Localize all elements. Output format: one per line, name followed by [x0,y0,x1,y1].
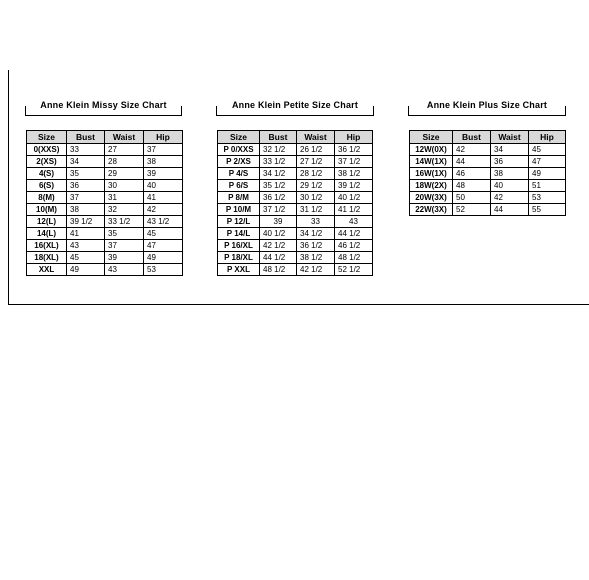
measurement-cell-hip: 43 1/2 [144,216,183,228]
measurement-cell-bust: 34 1/2 [260,168,297,180]
size-cell: P XXL [218,264,260,276]
measurement-cell-hip: 41 [144,192,183,204]
measurement-cell-waist: 38 [491,168,529,180]
measurement-cell-waist: 29 1/2 [297,180,335,192]
size-cell: P 4/S [218,168,260,180]
measurement-cell-hip: 39 1/2 [335,180,373,192]
measurement-cell-waist: 31 1/2 [297,204,335,216]
measurement-cell-waist: 39 [105,252,144,264]
size-cell: 12(L) [27,216,67,228]
table-row [218,240,373,252]
measurement-cell-waist: 33 [297,216,335,228]
measurement-cell-hip: 43 [335,216,373,228]
measurement-cell-hip: 48 1/2 [335,252,373,264]
measurement-cell-bust: 39 [260,216,297,228]
column-header-hip: Hip [335,131,373,144]
table-row [27,204,183,216]
size-cell: 4(S) [27,168,67,180]
size-cell: P 2/XS [218,156,260,168]
size-cell: P 6/S [218,180,260,192]
table-row [218,216,373,228]
measurement-cell-bust: 44 [453,156,491,168]
column-header-bust: Bust [453,131,491,144]
measurement-cell-waist: 38 1/2 [297,252,335,264]
table-row [218,204,373,216]
measurement-cell-bust: 48 1/2 [260,264,297,276]
measurement-cell-hip: 46 1/2 [335,240,373,252]
petite-chart-title [216,100,374,116]
measurement-cell-bust: 36 1/2 [260,192,297,204]
measurement-cell-bust: 35 [67,168,105,180]
missy-size-table [26,130,183,276]
table-row [27,156,183,168]
size-cell: 12W(0X) [410,144,453,156]
measurement-cell-waist: 34 1/2 [297,228,335,240]
measurement-cell-bust: 42 1/2 [260,240,297,252]
plus-chart-title [408,100,566,116]
size-cell: 10(M) [27,204,67,216]
measurement-cell-bust: 38 [67,204,105,216]
table-row [410,156,566,168]
column-header-bust: Bust [260,131,297,144]
table-row [27,216,183,228]
column-header-size: Size [410,131,453,144]
size-cell: 18(XL) [27,252,67,264]
measurement-cell-hip: 37 [144,144,183,156]
size-cell: 16(XL) [27,240,67,252]
measurement-cell-waist: 32 [105,204,144,216]
measurement-cell-hip: 47 [529,156,566,168]
table-row [410,144,566,156]
table-row [218,264,373,276]
measurement-cell-bust: 39 1/2 [67,216,105,228]
table-header-row [410,131,566,144]
measurement-cell-waist: 34 [491,144,529,156]
table-row [218,144,373,156]
measurement-cell-bust: 37 [67,192,105,204]
missy-chart-title [25,100,182,116]
measurement-cell-hip: 40 [144,180,183,192]
column-header-waist: Waist [105,131,144,144]
measurement-cell-bust: 46 [453,168,491,180]
measurement-cell-waist: 30 1/2 [297,192,335,204]
measurement-cell-bust: 48 [453,180,491,192]
measurement-cell-bust: 32 1/2 [260,144,297,156]
measurement-cell-bust: 33 1/2 [260,156,297,168]
measurement-cell-hip: 36 1/2 [335,144,373,156]
measurement-cell-hip: 55 [529,204,566,216]
table-header-row [218,131,373,144]
size-cell: P 16/XL [218,240,260,252]
measurement-cell-waist: 27 1/2 [297,156,335,168]
column-header-hip: Hip [144,131,183,144]
table-row [218,252,373,264]
table-row [410,180,566,192]
measurement-cell-bust: 45 [67,252,105,264]
size-cell: 8(M) [27,192,67,204]
column-header-hip: Hip [529,131,566,144]
measurement-cell-bust: 35 1/2 [260,180,297,192]
measurement-cell-waist: 37 [105,240,144,252]
measurement-cell-waist: 33 1/2 [105,216,144,228]
measurement-cell-hip: 41 1/2 [335,204,373,216]
size-cell: P 0/XXS [218,144,260,156]
table-row [27,264,183,276]
column-header-size: Size [218,131,260,144]
size-cell: P 18/XL [218,252,260,264]
size-cell: 16W(1X) [410,168,453,180]
measurement-cell-waist: 40 [491,180,529,192]
measurement-cell-waist: 42 1/2 [297,264,335,276]
measurement-cell-bust: 41 [67,228,105,240]
measurement-cell-hip: 38 [144,156,183,168]
size-cell: 2(XS) [27,156,67,168]
measurement-cell-waist: 29 [105,168,144,180]
measurement-cell-waist: 30 [105,180,144,192]
size-cell: XXL [27,264,67,276]
table-row [27,180,183,192]
measurement-cell-hip: 49 [529,168,566,180]
column-header-waist: Waist [491,131,529,144]
measurement-cell-hip: 47 [144,240,183,252]
measurement-cell-bust: 33 [67,144,105,156]
measurement-cell-hip: 51 [529,180,566,192]
measurement-cell-waist: 42 [491,192,529,204]
size-cell: 14W(1X) [410,156,453,168]
measurement-cell-hip: 52 1/2 [335,264,373,276]
table-row [27,240,183,252]
measurement-cell-waist: 27 [105,144,144,156]
measurement-cell-bust: 40 1/2 [260,228,297,240]
size-cell: P 12/L [218,216,260,228]
table-row [27,192,183,204]
measurement-cell-bust: 36 [67,180,105,192]
measurement-cell-hip: 42 [144,204,183,216]
size-cell: 14(L) [27,228,67,240]
table-row [218,192,373,204]
plus-chart-title-text: Anne Klein Plus Size Chart [426,100,548,110]
table-row [218,168,373,180]
table-row [27,228,183,240]
table-row [410,168,566,180]
measurement-cell-hip: 44 1/2 [335,228,373,240]
measurement-cell-bust: 34 [67,156,105,168]
measurement-cell-waist: 28 1/2 [297,168,335,180]
measurement-cell-hip: 49 [144,252,183,264]
column-header-bust: Bust [67,131,105,144]
table-row [27,252,183,264]
size-cell: P 8/M [218,192,260,204]
size-cell: 18W(2X) [410,180,453,192]
size-cell: 6(S) [27,180,67,192]
petite-chart-title-text: Anne Klein Petite Size Chart [231,100,359,110]
size-cell: P 10/M [218,204,260,216]
measurement-cell-hip: 37 1/2 [335,156,373,168]
measurement-cell-waist: 35 [105,228,144,240]
measurement-cell-waist: 44 [491,204,529,216]
measurement-cell-waist: 43 [105,264,144,276]
measurement-cell-hip: 53 [144,264,183,276]
table-row [410,192,566,204]
table-row [218,180,373,192]
plus-size-table [409,130,566,216]
measurement-cell-waist: 26 1/2 [297,144,335,156]
column-header-size: Size [27,131,67,144]
measurement-cell-bust: 37 1/2 [260,204,297,216]
measurement-cell-hip: 40 1/2 [335,192,373,204]
measurement-cell-bust: 52 [453,204,491,216]
table-row [218,228,373,240]
measurement-cell-bust: 49 [67,264,105,276]
measurement-cell-bust: 50 [453,192,491,204]
measurement-cell-bust: 44 1/2 [260,252,297,264]
table-row [27,168,183,180]
measurement-cell-hip: 45 [529,144,566,156]
column-header-waist: Waist [297,131,335,144]
measurement-cell-hip: 45 [144,228,183,240]
size-cell: P 14/L [218,228,260,240]
size-cell: 22W(3X) [410,204,453,216]
measurement-cell-waist: 28 [105,156,144,168]
measurement-cell-hip: 53 [529,192,566,204]
measurement-cell-bust: 42 [453,144,491,156]
measurement-cell-hip: 38 1/2 [335,168,373,180]
measurement-cell-waist: 36 [491,156,529,168]
missy-chart-title-text: Anne Klein Missy Size Chart [40,100,167,110]
table-row [410,204,566,216]
table-row [27,144,183,156]
measurement-cell-waist: 31 [105,192,144,204]
size-cell: 0(XXS) [27,144,67,156]
measurement-cell-bust: 43 [67,240,105,252]
table-row [218,156,373,168]
table-header-row [27,131,183,144]
measurement-cell-hip: 39 [144,168,183,180]
petite-size-table [217,130,373,276]
measurement-cell-waist: 36 1/2 [297,240,335,252]
size-cell: 20W(3X) [410,192,453,204]
